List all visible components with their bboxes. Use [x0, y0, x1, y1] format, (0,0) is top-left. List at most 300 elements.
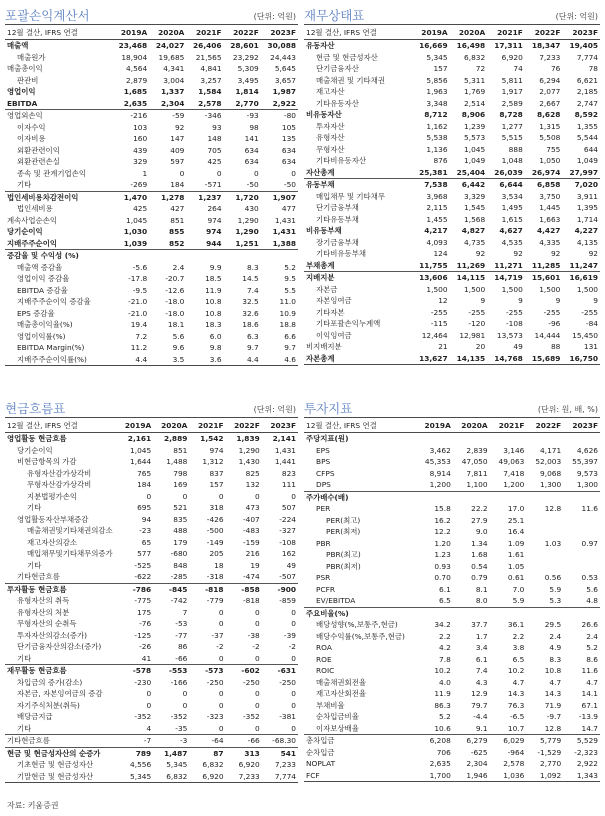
- row-label: 배당금지급: [17, 712, 53, 721]
- row-label: 증감율 및 수익성 (%): [5, 250, 112, 262]
- cell-value: 2,879: [126, 75, 148, 85]
- row-label: BPS: [316, 457, 331, 466]
- cell-value: 1,917: [501, 87, 523, 96]
- cell-value: 4,135: [576, 237, 598, 247]
- cell-value: -845: [153, 583, 189, 595]
- cell-value: -573: [189, 665, 225, 677]
- cell-value: 2,922: [576, 759, 598, 768]
- cell-value: 5,345: [426, 52, 448, 62]
- cell-value: -578: [117, 665, 153, 677]
- cell-value: 2,667: [539, 98, 561, 108]
- cell-value: 427: [170, 204, 185, 213]
- cell-value: 5.2: [586, 643, 598, 652]
- table-row: [304, 595, 600, 607]
- cell-value: 9.1: [475, 723, 488, 733]
- cell-value: 175: [137, 607, 152, 617]
- cell-value: -66: [226, 735, 262, 748]
- cell-value: [416, 491, 453, 503]
- cell-value: 1,045: [464, 144, 486, 154]
- cell-value: 6.6: [284, 331, 296, 341]
- cell-value: 19,685: [158, 52, 185, 62]
- cell-value: 10.6: [434, 723, 451, 733]
- cell-value: 24,443: [270, 52, 296, 62]
- cell-value: 4,335: [539, 237, 561, 247]
- row-label: 유형자산감가상각비: [27, 468, 92, 478]
- cell-value: 12.8: [544, 504, 562, 513]
- row-label: 영업외손익: [5, 110, 112, 122]
- table-row: [5, 285, 298, 297]
- table-row: [304, 353, 600, 365]
- table-row: [304, 202, 600, 214]
- cell-value: 27.9: [471, 515, 488, 525]
- table-row: [304, 307, 600, 319]
- cell-value: 5,538: [426, 133, 448, 142]
- cell-value: -381: [279, 712, 296, 721]
- cell-value: -20.7: [165, 274, 185, 283]
- cell-value: -2: [252, 642, 260, 651]
- table-row: [304, 40, 600, 52]
- cell-value: 7,418: [503, 468, 525, 478]
- cell-value: 6.1: [439, 584, 451, 594]
- row-label: PER(최고): [326, 515, 361, 525]
- cell-value: 10.2: [507, 666, 525, 675]
- cell-value: [563, 515, 600, 527]
- cell-value: 0: [291, 723, 296, 733]
- header-label: 12월 결산, IFRS 연결: [306, 420, 377, 430]
- cell-value: [490, 433, 527, 445]
- row-label: 기타유동자산: [316, 98, 359, 108]
- row-label: 단기금융자산의감소(증가): [17, 642, 102, 651]
- cell-value: 1,290: [235, 227, 259, 236]
- table-row: [5, 63, 298, 75]
- cell-value: 34.2: [434, 620, 451, 629]
- cell-value: 0: [218, 700, 224, 710]
- cell-value: 1.03: [544, 538, 562, 548]
- cell-value: 5.9: [512, 596, 525, 605]
- table-row: [5, 342, 298, 354]
- row-label: 당기순이익: [17, 445, 53, 455]
- cell-value: 71.9: [544, 700, 562, 710]
- table-row: [5, 191, 298, 203]
- row-label: 계속사업순손익: [7, 215, 57, 225]
- cell-value: 3.5: [149, 354, 186, 366]
- investment-ratios-panel: [304, 398, 600, 782]
- row-label: PBR(최고): [326, 550, 361, 559]
- cell-value: 0: [291, 653, 296, 663]
- cell-value: 6,621: [576, 75, 598, 85]
- row-label: EPS: [316, 445, 330, 455]
- table-row: [5, 250, 298, 262]
- cell-value: 329: [133, 157, 148, 166]
- header-label: 12월 결산, IFRS 연결: [7, 420, 78, 430]
- cell-value: 41: [141, 653, 152, 663]
- cell-value: 3,495: [237, 75, 259, 85]
- cell-value: 7.4: [475, 666, 488, 675]
- cell-value: 0: [255, 619, 260, 628]
- row-label: 외환관련손실: [17, 157, 60, 166]
- cell-value: 160: [133, 134, 148, 143]
- cell-value: 7,774: [262, 771, 298, 783]
- row-label: 자본총계: [304, 353, 412, 365]
- cell-value: 4,556: [130, 760, 152, 769]
- cell-value: 837: [209, 468, 224, 478]
- row-label: 자본금: [316, 284, 338, 294]
- row-label: 순차입금: [306, 747, 335, 757]
- cell-value: 4.2: [439, 643, 451, 652]
- cell-value: -108: [279, 537, 296, 547]
- cell-value: -346: [186, 110, 223, 122]
- cell-value: 409: [170, 145, 185, 155]
- cell-value: 88: [550, 342, 561, 351]
- cell-value: -23: [139, 526, 152, 535]
- column-header: 2022F: [535, 420, 562, 430]
- cell-value: 1,431: [274, 445, 296, 455]
- table-header-row: [304, 418, 600, 433]
- cell-value: 7.8: [439, 654, 451, 664]
- row-label: 자본금, 자본잉여금의 증감: [17, 689, 103, 698]
- cell-value: 1.23: [434, 550, 451, 559]
- cell-value: 45,353: [424, 457, 451, 466]
- cell-value: 86.3: [434, 700, 451, 710]
- cell-value: 14.7: [581, 723, 598, 733]
- column-header: 2020A: [458, 27, 486, 37]
- cell-value: 0: [291, 689, 296, 698]
- row-label: 기타: [17, 180, 32, 189]
- cell-value: 22.2: [471, 504, 488, 513]
- cell-value: 15,689: [525, 353, 563, 365]
- cell-value: 5,779: [526, 735, 563, 747]
- income-statement-panel: [5, 5, 298, 366]
- cell-value: -622: [134, 572, 152, 581]
- cell-value: 1,663: [539, 214, 561, 224]
- table-row: [304, 619, 600, 631]
- cell-value: 9.5: [284, 274, 296, 283]
- cell-value: 8.3: [549, 654, 562, 664]
- cell-value: 0: [255, 723, 260, 733]
- table-row: [304, 468, 600, 480]
- cell-value: 1,714: [576, 214, 598, 224]
- cell-value: 7,774: [576, 52, 598, 62]
- table-row: [304, 144, 600, 156]
- cell-value: 12.9: [471, 689, 488, 698]
- table-row: [5, 514, 298, 526]
- cell-value: 0.53: [581, 573, 598, 582]
- cell-value: 23,292: [232, 52, 259, 62]
- cell-value: 7,233: [274, 760, 296, 769]
- cell-value: -120: [468, 319, 486, 328]
- cell-value: 10.8: [544, 666, 562, 675]
- row-label: PER(최저): [326, 527, 361, 536]
- cell-value: -250: [242, 677, 260, 687]
- cell-value: 1,049: [464, 156, 486, 165]
- cell-value: 0.97: [581, 538, 598, 548]
- cell-value: 1,300: [540, 480, 562, 489]
- column-header: 2022F: [234, 420, 260, 430]
- row-label: 자기주식처분(취득): [17, 700, 80, 710]
- cell-value: -50: [246, 180, 259, 189]
- cell-value: -407: [242, 514, 260, 524]
- row-label: PCFR: [316, 584, 336, 594]
- row-label: 무형자산의 순취득: [17, 619, 77, 628]
- row-label: 지배지분: [304, 272, 412, 284]
- cell-value: 3,911: [576, 191, 598, 201]
- table-row: [304, 700, 600, 712]
- cell-value: -53: [175, 619, 188, 628]
- cell-value: 11,285: [531, 260, 561, 270]
- cell-value: 634: [244, 145, 259, 155]
- cell-value: 25,381: [419, 167, 448, 177]
- table-row: [5, 262, 298, 274]
- cell-value: 18.1: [167, 320, 185, 329]
- cell-value: -859: [279, 596, 296, 605]
- cell-value: 10.7: [507, 723, 525, 733]
- header-label: 12월 결산, IFRS 연결: [306, 27, 377, 37]
- row-label: 무형자산: [316, 144, 345, 154]
- table-row: [304, 75, 600, 87]
- cell-value: -115: [430, 319, 448, 328]
- table-row: [304, 132, 600, 144]
- cell-value: 94: [141, 514, 152, 524]
- cell-value: 124: [433, 249, 448, 258]
- cell-value: 24,027: [155, 41, 185, 50]
- cell-value: 1,355: [576, 121, 598, 131]
- row-label: 지배주주순이익률(%): [5, 354, 112, 366]
- cell-value: 1,584: [198, 87, 222, 96]
- row-label: 이자수익: [17, 122, 46, 132]
- cell-value: 6,442: [450, 179, 488, 191]
- cell-value: 2,304: [466, 759, 488, 768]
- row-label: 기타: [27, 503, 42, 512]
- cell-value: 55,397: [572, 457, 598, 466]
- cell-value: 72: [475, 64, 486, 73]
- cell-value: -1,529: [537, 747, 562, 757]
- cell-value: 0.54: [471, 561, 488, 571]
- row-label: 현금 및 현금성자산: [316, 52, 378, 62]
- cell-value: 0: [218, 689, 224, 698]
- cell-value: 1,700: [416, 770, 453, 782]
- cell-value: 430: [244, 204, 259, 213]
- cell-value: [261, 250, 298, 262]
- panel-title: 포괄손익계산서: [5, 8, 90, 23]
- cell-value: 1,237: [186, 191, 223, 203]
- table-row: [304, 179, 600, 191]
- cell-value: 2,304: [160, 98, 185, 108]
- cell-value: 4: [146, 723, 152, 733]
- row-label: 주당지표(원): [306, 434, 349, 443]
- cell-value: 1,568: [464, 214, 486, 224]
- row-label: 이익잉여금: [316, 330, 352, 340]
- cell-value: 37.7: [471, 620, 488, 629]
- row-label: 이자비용: [17, 134, 46, 143]
- cell-value: 2,161: [127, 434, 152, 443]
- cell-value: 5,811: [501, 75, 523, 85]
- cell-value: 6,279: [453, 735, 490, 747]
- row-label: 매출총이익율(%): [17, 320, 73, 329]
- row-label: 기타비유동부채: [316, 249, 366, 258]
- row-label: 기타유동부채: [316, 214, 359, 224]
- cell-value: 14,719: [487, 272, 525, 284]
- cell-value: 2,889: [163, 434, 188, 443]
- table-header-row: [5, 25, 298, 40]
- cell-value: -775: [134, 596, 152, 605]
- cell-value: [526, 607, 563, 619]
- cell-value: -59: [149, 110, 186, 122]
- cell-value: 765: [137, 468, 152, 478]
- cell-value: 76.3: [507, 700, 525, 710]
- cell-value: 4,217: [424, 226, 448, 235]
- cell-value: 4.6: [261, 354, 298, 366]
- row-label: 재무활동 현금흐름: [5, 665, 117, 677]
- column-header: 2023F: [270, 27, 296, 37]
- cell-value: 1,615: [501, 214, 523, 224]
- table-row: [304, 572, 600, 584]
- cell-value: [453, 433, 490, 445]
- cell-value: 5,345: [166, 760, 188, 769]
- cell-value: 0: [291, 619, 296, 628]
- cell-value: 0: [218, 619, 224, 628]
- cell-value: 1,445: [539, 203, 561, 212]
- table-row: [5, 75, 298, 87]
- cell-value: 5,508: [539, 133, 561, 142]
- cell-value: 14.1: [581, 689, 598, 698]
- cell-value: 157: [433, 64, 448, 73]
- cell-value: [526, 561, 563, 573]
- cell-value: 2,589: [501, 98, 523, 108]
- cell-value: 12.8: [544, 723, 562, 733]
- cashflow-panel: [5, 398, 298, 783]
- cell-value: -680: [170, 549, 188, 558]
- cell-value: 11.2: [130, 343, 148, 352]
- table-row: [5, 479, 298, 491]
- table-row: [304, 86, 600, 98]
- cell-value: 1,500: [426, 284, 448, 294]
- cell-value: 0.93: [434, 561, 451, 571]
- cell-value: 5,345: [117, 771, 153, 783]
- column-header: 2023F: [270, 420, 296, 430]
- cell-value: 111: [281, 480, 296, 489]
- cell-value: 16,619: [562, 272, 600, 284]
- row-label: PBR(최저): [326, 561, 361, 571]
- table-row: [304, 747, 600, 759]
- cell-value: 4.7: [549, 677, 562, 687]
- row-label: 총차입금: [304, 735, 416, 747]
- row-label: EBITDA: [7, 98, 38, 108]
- cell-value: 9,573: [576, 468, 598, 478]
- table-row: [5, 110, 298, 122]
- row-label: 매출액: [7, 41, 29, 50]
- cell-value: 86: [177, 642, 188, 651]
- table-row: [5, 433, 298, 445]
- table-row: [5, 354, 298, 366]
- row-label: 무형자산감가상각비: [27, 480, 92, 489]
- cell-value: 11,269: [456, 260, 486, 270]
- cell-value: -483: [242, 526, 260, 535]
- cell-value: 8.0: [475, 596, 488, 605]
- cell-value: -352: [242, 712, 260, 721]
- table-row: [304, 191, 600, 203]
- cell-value: 1,814: [235, 87, 259, 96]
- cell-value: 9,068: [540, 468, 562, 478]
- cell-value: 477: [281, 204, 296, 213]
- cell-value: -68.30: [262, 735, 298, 748]
- table-row: [5, 571, 298, 583]
- cell-value: 18.8: [279, 320, 296, 329]
- cell-value: -786: [117, 583, 153, 595]
- cell-value: -9.5: [132, 285, 148, 295]
- cell-value: 6.3: [246, 331, 259, 341]
- row-label: 매출채권및기타채권의감소: [27, 526, 113, 535]
- cell-value: 4.3: [475, 677, 488, 687]
- cell-value: 1,500: [501, 284, 523, 294]
- cell-value: 0: [291, 700, 296, 710]
- row-label: ROE: [316, 654, 332, 664]
- cell-value: 577: [137, 549, 152, 558]
- cell-value: 11,755: [419, 260, 448, 270]
- cell-value: -250: [279, 677, 296, 687]
- cell-value: 1.05: [507, 561, 525, 571]
- cell-value: 8.3: [246, 262, 259, 272]
- cell-value: 36.1: [507, 620, 525, 629]
- table-row: [304, 538, 600, 550]
- cell-value: 7.2: [135, 331, 148, 341]
- column-header: 2020A: [158, 27, 185, 37]
- cell-value: 597: [170, 157, 185, 166]
- cell-value: 9: [555, 296, 561, 305]
- table-row: [5, 215, 298, 227]
- cell-value: -39: [283, 630, 296, 640]
- balance-sheet-panel: [304, 5, 600, 365]
- cell-value: 30,088: [267, 41, 296, 50]
- cell-value: 541: [262, 747, 298, 759]
- row-label: 매출액 증감율: [17, 262, 63, 272]
- row-label: 재고자산: [316, 87, 345, 96]
- cell-value: 634: [281, 145, 296, 155]
- row-label: 순차입금비율: [316, 712, 359, 721]
- cell-value: -858: [226, 583, 262, 595]
- cell-value: -327: [279, 526, 296, 535]
- cell-value: 5,645: [274, 64, 296, 73]
- source-note: 자료: 키움증권: [7, 801, 59, 810]
- cell-value: 425: [207, 157, 222, 166]
- cell-value: 2,770: [235, 98, 259, 108]
- cell-value: 855: [168, 227, 185, 236]
- cell-value: 264: [207, 204, 222, 213]
- cell-value: [453, 607, 490, 619]
- table-row: [5, 179, 298, 191]
- cell-value: [563, 491, 600, 503]
- table-row: [304, 445, 600, 457]
- row-label: 기말현금 및 현금성자산: [5, 771, 117, 783]
- cell-value: 1,644: [130, 457, 152, 466]
- row-label: 영업이익률(%): [17, 331, 66, 341]
- cell-value: 0: [182, 689, 188, 698]
- cell-value: 26,406: [193, 41, 222, 50]
- column-header: 2023F: [572, 27, 598, 37]
- cell-value: 6.5: [439, 596, 451, 605]
- cell-value: 147: [170, 134, 185, 143]
- cell-value: 1,136: [426, 144, 448, 154]
- cell-value: 798: [173, 468, 188, 478]
- cell-value: 169: [173, 480, 188, 489]
- income-table: [5, 24, 298, 366]
- cell-value: 0.61: [507, 573, 525, 582]
- row-label: ROIC: [316, 666, 335, 675]
- table-row: [5, 308, 298, 320]
- table-row: [5, 525, 298, 537]
- cell-value: -631: [262, 665, 298, 677]
- cell-value: 6,029: [490, 735, 527, 747]
- cell-value: 0: [216, 168, 222, 178]
